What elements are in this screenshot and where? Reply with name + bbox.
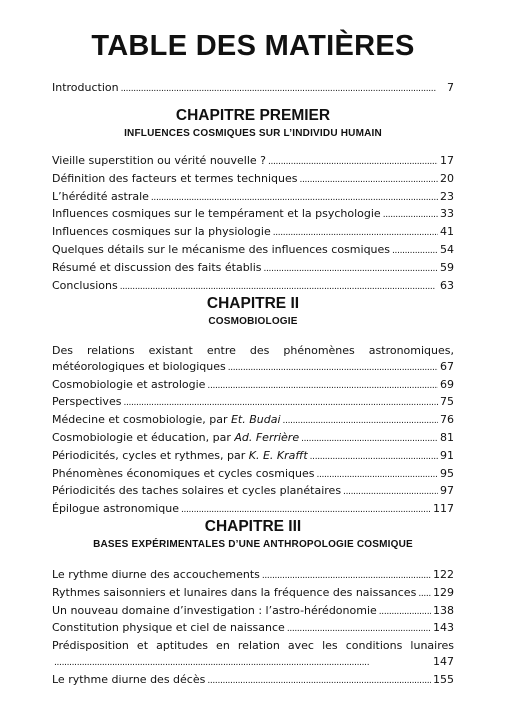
toc-entry[interactable] bbox=[52, 466, 454, 484]
chapter-subtitle: BASES EXPÉRIMENTALES D’UNE ANTHROPOLOGIE COSMIQUE bbox=[93, 539, 413, 550]
toc-entry-page: 33 bbox=[440, 207, 454, 221]
toc-entry[interactable] bbox=[52, 603, 454, 621]
toc-entry[interactable] bbox=[52, 430, 454, 448]
toc-entry-label: Périodicités des taches solaires et cycles planétaires bbox=[52, 484, 342, 498]
toc-entry-label-line1: Des relations existant entre des phénomènes astronomiques, bbox=[52, 344, 454, 357]
toc-entry-page: 155 bbox=[433, 672, 454, 686]
dot-leader bbox=[121, 80, 445, 98]
toc-entry[interactable] bbox=[52, 412, 454, 430]
dot-leader bbox=[120, 278, 438, 296]
toc-entry-label: Phénomènes économiques et cycles cosmiques bbox=[52, 466, 315, 480]
toc-entry[interactable] bbox=[52, 278, 454, 296]
toc-entry-label: L’hérédité astrale bbox=[52, 189, 149, 203]
toc-entry-label: Introduction bbox=[52, 81, 119, 94]
toc-entry-page: 59 bbox=[440, 260, 454, 274]
toc-entry-page: 7 bbox=[447, 81, 454, 94]
toc-entry-label: Constitution physique et ciel de naissance bbox=[52, 621, 285, 635]
dot-leader bbox=[301, 430, 438, 448]
toc-entry-page: 95 bbox=[440, 466, 454, 480]
toc-entry[interactable] bbox=[52, 585, 454, 603]
toc-entry-page: 67 bbox=[440, 359, 454, 373]
toc-entry-page: 147 bbox=[433, 654, 454, 668]
chapter-1-entries bbox=[52, 153, 454, 295]
toc-entry-label-line1: Prédisposition et aptitudes en relation avec les conditions lunaires bbox=[52, 639, 454, 653]
toc-entry-page: 122 bbox=[433, 568, 454, 581]
chapter-subtitle: COSMOBIOLOGIE bbox=[208, 316, 298, 327]
toc-entry[interactable] bbox=[52, 672, 454, 690]
dot-leader bbox=[283, 412, 438, 430]
toc-entry-label: Cosmobiologie et astrologie bbox=[52, 377, 206, 391]
toc-entry-page: 69 bbox=[440, 377, 454, 391]
toc-entry-page: 143 bbox=[433, 621, 454, 635]
toc-entry[interactable] bbox=[52, 377, 454, 395]
toc-entry-page: 81 bbox=[440, 430, 454, 444]
dot-leader bbox=[181, 501, 431, 519]
toc-entry-label: Définition des facteurs et termes techniques bbox=[52, 171, 298, 185]
toc-entry[interactable] bbox=[52, 483, 454, 501]
dot-leader bbox=[383, 206, 438, 224]
dot-leader bbox=[287, 620, 431, 638]
toc-entry-label: Cosmobiologie et éducation, par bbox=[52, 430, 235, 444]
chapter-heading: CHAPITRE II bbox=[206, 295, 300, 312]
dot-leader bbox=[316, 466, 438, 484]
chapter-heading: CHAPITRE PREMIER bbox=[175, 107, 331, 124]
toc-entry[interactable] bbox=[52, 80, 454, 98]
toc-entry[interactable] bbox=[52, 153, 454, 171]
toc-entry[interactable] bbox=[52, 206, 454, 224]
toc-entry-author: Et. Budai bbox=[230, 413, 281, 427]
dot-leader bbox=[228, 359, 438, 377]
dot-leader bbox=[123, 394, 438, 412]
toc-entry-author: K. E. Krafft bbox=[248, 448, 308, 462]
chapter-2-header bbox=[52, 295, 454, 327]
toc-entry-label: Le rythme diurne des accouchements bbox=[52, 568, 260, 581]
toc-entry[interactable] bbox=[52, 242, 454, 260]
toc-entry-label: Résumé et discussion des faits établis bbox=[52, 260, 262, 274]
dot-leader bbox=[151, 189, 438, 207]
dot-leader bbox=[379, 603, 431, 621]
toc-entry-label: Rythmes saisonniers et lunaires dans la fréquence des naissances bbox=[52, 585, 417, 599]
toc-entry[interactable] bbox=[52, 620, 454, 638]
toc-intro bbox=[52, 80, 454, 98]
dot-leader bbox=[418, 585, 431, 603]
toc-entry-page: 75 bbox=[440, 395, 454, 409]
dot-leader bbox=[273, 224, 438, 242]
chapter-3-entries bbox=[52, 567, 454, 690]
toc-entry[interactable] bbox=[52, 224, 454, 242]
toc-entry-label: Épilogue astronomique bbox=[52, 502, 179, 516]
toc-entry-label: Perspectives bbox=[52, 395, 122, 409]
toc-entry-page: 117 bbox=[433, 502, 454, 516]
chapter-heading: CHAPITRE III bbox=[204, 518, 302, 535]
toc-entry[interactable] bbox=[52, 394, 454, 412]
toc-entry-page: 54 bbox=[440, 242, 454, 256]
toc-entry-page: 91 bbox=[440, 448, 454, 462]
toc-entry-page: 138 bbox=[433, 603, 454, 617]
toc-entry[interactable] bbox=[52, 567, 454, 585]
toc-entry-page: 76 bbox=[440, 413, 454, 427]
toc-entry-page: 17 bbox=[440, 154, 454, 167]
dot-leader bbox=[207, 377, 438, 395]
dot-leader bbox=[264, 260, 438, 278]
toc-entry-author: Ad. Ferrière bbox=[234, 430, 300, 444]
toc-entry-page: 20 bbox=[440, 171, 454, 185]
toc-entry-label: Quelques détails sur le mécanisme des influences cosmiques bbox=[52, 242, 391, 256]
toc-entry-page: 23 bbox=[440, 189, 454, 203]
chapter-2-entries bbox=[52, 343, 454, 519]
page-title: TABLE DES MATIÈRES bbox=[91, 30, 415, 62]
toc-entry-page: 41 bbox=[440, 225, 454, 239]
toc-entry-page: 63 bbox=[440, 278, 454, 292]
toc-entry-page: 129 bbox=[433, 585, 454, 599]
toc-entry[interactable] bbox=[52, 343, 454, 377]
toc-entry[interactable] bbox=[52, 171, 454, 189]
toc-entry-label: Un nouveau domaine d’investigation : l’astro-hérédonomie bbox=[52, 603, 377, 617]
dot-leader bbox=[392, 242, 438, 260]
toc-entry[interactable] bbox=[52, 260, 454, 278]
toc-entry-label: Conclusions bbox=[52, 278, 118, 292]
chapter-3-header bbox=[52, 518, 454, 550]
dot-leader bbox=[343, 483, 438, 501]
toc-entry-label: Vieille superstition ou vérité nouvelle ? bbox=[52, 154, 266, 167]
dot-leader bbox=[310, 448, 438, 466]
dot-leader bbox=[299, 171, 438, 189]
toc-entry-label: Médecine et cosmobiologie, par bbox=[52, 413, 231, 427]
dot-leader bbox=[54, 654, 431, 672]
toc-entry-label: météorologiques et biologiques bbox=[52, 359, 226, 373]
toc-entry-label: Influences cosmiques sur le tempérament et la psychologie bbox=[52, 207, 381, 221]
toc-entry-page: 97 bbox=[440, 484, 454, 498]
toc-entry[interactable] bbox=[52, 189, 454, 207]
toc-entry-label: Le rythme diurne des décès bbox=[52, 672, 206, 686]
dot-leader bbox=[268, 153, 438, 171]
dot-leader bbox=[262, 567, 431, 585]
chapter-subtitle: INFLUENCES COSMIQUES SUR L’INDIVIDU HUMAIN bbox=[124, 128, 382, 139]
toc-entry-label: Influences cosmiques sur la physiologie bbox=[52, 225, 271, 239]
dot-leader bbox=[207, 672, 431, 690]
toc-entry-label: Périodicités, cycles et rythmes, par bbox=[52, 448, 249, 462]
toc-entry[interactable] bbox=[52, 448, 454, 466]
chapter-1-header bbox=[52, 107, 454, 139]
toc-entry[interactable] bbox=[52, 501, 454, 519]
toc-entry[interactable] bbox=[52, 638, 454, 672]
